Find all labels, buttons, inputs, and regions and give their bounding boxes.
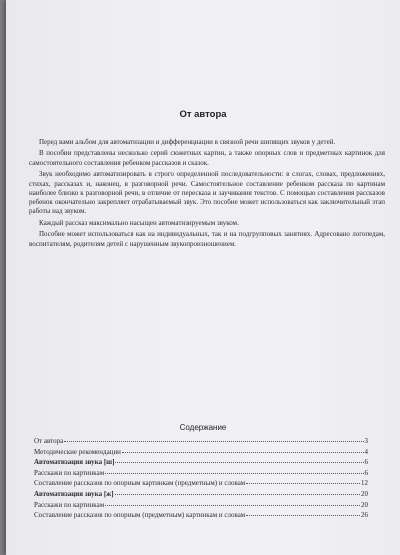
toc-item-label: Автоматизация звука [ш] xyxy=(34,458,115,467)
toc-item-label: От автора xyxy=(34,437,64,445)
toc-item-label: Составление рассказов по опорным (предметным) картинкам и словам xyxy=(34,511,246,520)
book-page xyxy=(6,0,400,555)
toc-item xyxy=(34,436,368,447)
paragraph: Каждый рассказ максимально насыщен автоматизируемым звуком. xyxy=(39,218,239,227)
toc-item xyxy=(34,510,368,521)
toc-item-label: Составление рассказов по опорным картинкам (предметным) и словам xyxy=(34,479,246,488)
toc-item-label: Автоматизация звука [ж] xyxy=(34,489,114,498)
toc-leader xyxy=(105,468,363,475)
paragraph: Звук необходимо автоматизировать в строго определенной последовательности: в слогах, словах, предложениях, стихах, рассказах и, наконец, в разговорной речи. Самостоятельное составление ребенком рассказа по картинам наиболее близко к разговорной речи, в отличие от пересказа и заучивания текстов. С помощью составления рассказов ребенок окончательно закрепляет отрабатываемый звук. Это пособие может использоваться как заключительный этап работы над звуком. xyxy=(29,170,385,216)
toc-item xyxy=(34,457,368,468)
table-of-contents xyxy=(34,436,368,521)
toc-leader xyxy=(115,489,360,496)
toc-item-page: 4 xyxy=(364,447,368,456)
toc-leader xyxy=(122,447,364,454)
toc-item-page: 12 xyxy=(361,479,368,488)
toc-item xyxy=(34,500,368,511)
toc-item-label: Расскажи по картинкам xyxy=(34,500,105,509)
toc-leader xyxy=(246,510,360,517)
toc-leader xyxy=(64,436,363,443)
toc-title: Содержание xyxy=(179,423,227,432)
toc-item-label: Методические рекомендации xyxy=(34,447,121,456)
toc-item-page: 20 xyxy=(361,500,368,509)
toc-item-label: Расскажи по картинкам xyxy=(34,468,105,477)
toc-item-page: 6 xyxy=(364,468,368,477)
toc-leader xyxy=(115,457,363,464)
toc-item-page: 6 xyxy=(364,458,368,467)
toc-leader xyxy=(105,500,360,507)
toc-leader xyxy=(246,478,360,485)
toc-item xyxy=(34,489,368,500)
paragraph: В пособии представлены несколько серий сюжетных картин, а также опорных слов и предметных картинок для самостоятельного составления ребенком рассказов и сказок. xyxy=(29,149,385,167)
page-title: От автора xyxy=(179,109,227,120)
toc-item xyxy=(34,478,368,489)
toc-item xyxy=(34,468,368,479)
paragraph: Пособие может использоваться как на индивидуальных, так и на подгрупповых занятиях. Адресовано логопедам, воспитателям, родителям детей с нарушенным звукопроизношением. xyxy=(29,230,385,248)
toc-item-page: 3 xyxy=(364,437,368,445)
intro-text xyxy=(29,138,385,251)
paragraph: Перед вами альбом для автоматизации и дифференциации в связной речи шипящих звуков у детей. xyxy=(39,138,336,146)
toc-item-page: 20 xyxy=(361,489,368,498)
toc-item xyxy=(34,447,368,458)
toc-item-page: 26 xyxy=(361,511,368,520)
